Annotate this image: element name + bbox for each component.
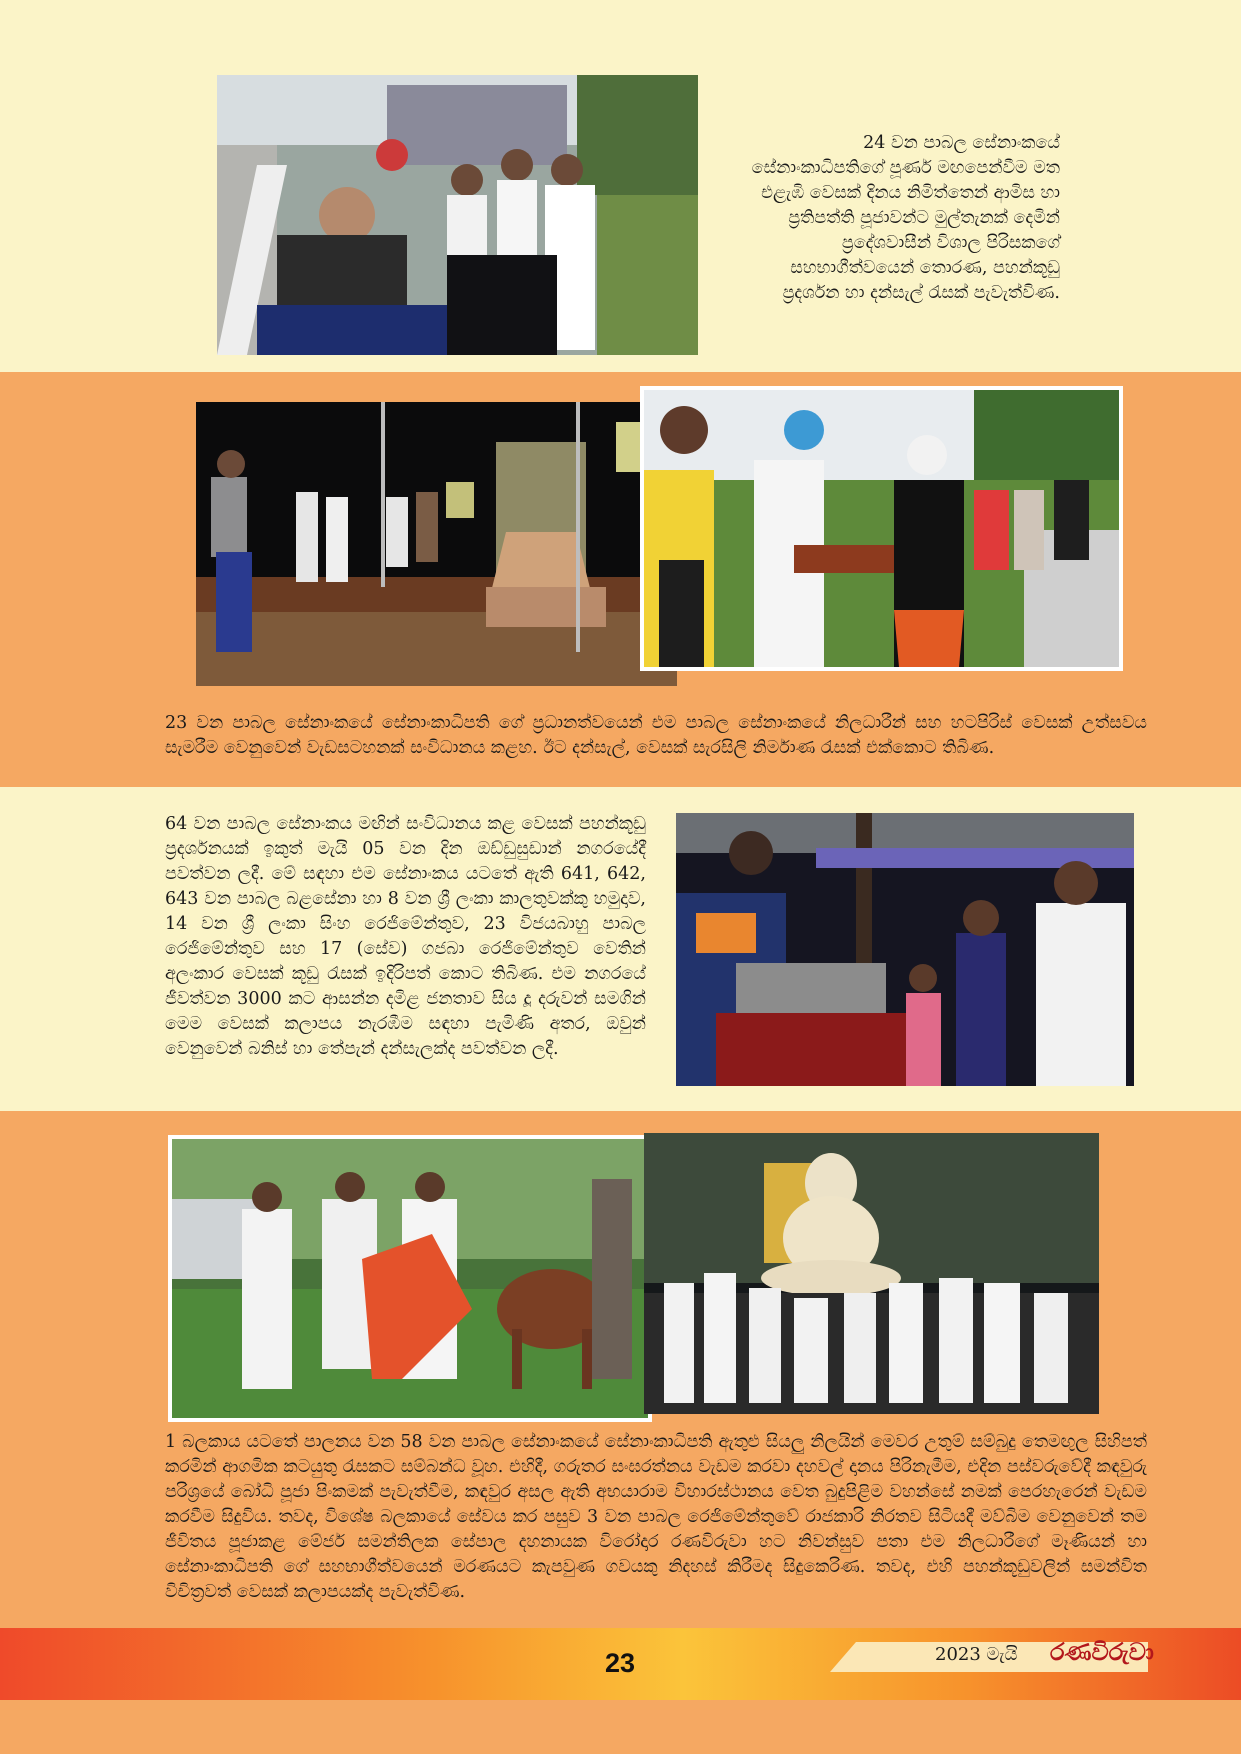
section3-body: 64 වන පාබල සේනාංකය මඟින් සංවිධානය කළ වෙසක් පහන්කූඩු ප්‍රදර්ශනයක් ඉකුත් මැයි 05 වන දින ඔඩ්ඩුසුඩාන් නගරයේදී පවත්වන ලදී. මේ සඳහා එම සේනාංකය යටතේ ඇති 641, 642, 643 වන පාබල බළසේනා හා 8 වන ශ්‍රී ලංකා කාලතුවක්කු හමුදාව, 14 වන ශ්‍රී ලංකා සිංහ රෙජිමේන්තුව, 23 විජයබාහු පාබල රෙජිමේන්තුව සහ 17 (සේව) ගජබා රෙජිමේන්තුව වෙතින් අලංකාර වෙසක් කූඩු රැසක් ඉදිරිපත් කොට තිබිණ. එම නගරයේ ජීවත්වන 3000 කට ආසන්න දමිළ ජනතාව සිය දූ දරුවන් සමගින් මෙම වෙසක් කලාපය නැරඹීම සඳහා පැමිණි අතර, ඔවුන් වෙනුවෙන් බනිස් හා තේපැන් දන්සැලක්ද පවත්වන ලදී.	[165, 814, 646, 1059]
photo-motorcyclists-dansal	[217, 75, 698, 355]
photo-monk-cow-release	[168, 1135, 652, 1422]
issue-date: 2023 මැයි	[935, 1644, 1018, 1665]
section2-caption: 23 වන පාබල සේනාංකයේ සේනාංකාධිපති ගේ ප්‍රධානත්වයෙන් එම පාබල සේනාංකයේ නිලධාරීන් සහ හටපිරිස් වෙසක් උත්සවය සැමරීම වෙනුවෙන් වැඩසටහනක් සංවිධානය කළහ. ඊට දන්සැල්, වෙසක් සැරසිලි නිර්මාණ රැසක් එක්කොට තිබිණ.	[165, 713, 1147, 758]
footer-bottom-band	[0, 1700, 1241, 1754]
page-number: 23	[604, 1648, 636, 1678]
photo-night-food-serving	[676, 813, 1134, 1086]
photo-buddha-procession	[644, 1133, 1099, 1414]
section4-caption: 1 බලකාය යටතේ පාලනය වන 58 වන පාබල සේනාංකයේ සේනාංකාධිපති ඇතුළු සියලු නිලයින් මෙවර උතුම් සම්බුදු තෙමඟුල සිහිපත් කරමින් ආගමික කටයුතු රැසකට සම්බන්ධ වූහ. එහිදී, ගරුතර සංඝරත්නය වැඩම කරවා දහවල් දානය පිරිනැමීම, එදින පස්වරුවේදී කඳවුරු පරිශ්‍රයේ බෝධි පූජා පිංකමක් පැවැත්වීම, කඳවුර අසල ඇති අභයාරාම විහාරස්ථානය වෙත බුදුපිළිම වහන්සේ නමක් පෙරහැරෙන් වැඩම කරවීම සිදුවිය. තවද, විශේෂ බලකායේ සේවය කර පසුව 3 වන පාබල රෙජිමේන්තුවේ රාජකාරි නිරතව සිටියදී මව්බිම වෙනුවෙන් තම ජීවිතය පූජාකළ මේජර් සමන්තිලක සේපාල දහනායක විරෝදාර රණවිරුවා හට නිවන්සුව පතා එම නිලධාරීගේ මෑණියන් හා සේනාංකාධිපති ගේ සහභාගීත්වයෙන් මරණයට කැපවුණ ගවයකු නිදහස් කිරීමද සිදුකෙරිණ. තවද, එහි පහන්කූඩුවලින් සමන්විත විචිත්‍රවත් වෙසක් කලාපයක්ද පැවැත්විණ.	[165, 1432, 1147, 1602]
photo-night-lantern	[196, 402, 677, 686]
magazine-logo: රණවිරුවා	[1050, 1638, 1154, 1666]
section1-caption: 24 වන පාබල සේනාංකයේ සේනාංකාධිපතිගේ පූර්ණ මඟපෙන්වීම මත එළැඹි වෙසක් දිනය නිමිත්තෙන් ආමිස හා ප්‍රතිපත්ති පූජාවන්ට මුල්තැනක් දෙමින් ප්‍රදේශවාසීන් විශාල පිරිසකගේ සහභාගීත්වයෙන් තොරණ, පහන්කූඩු ප්‍රදර්ශන හා දන්සැල් රැසක් පැවැත්විණ.	[751, 133, 1060, 303]
photo-dansal-roadside	[640, 386, 1123, 671]
